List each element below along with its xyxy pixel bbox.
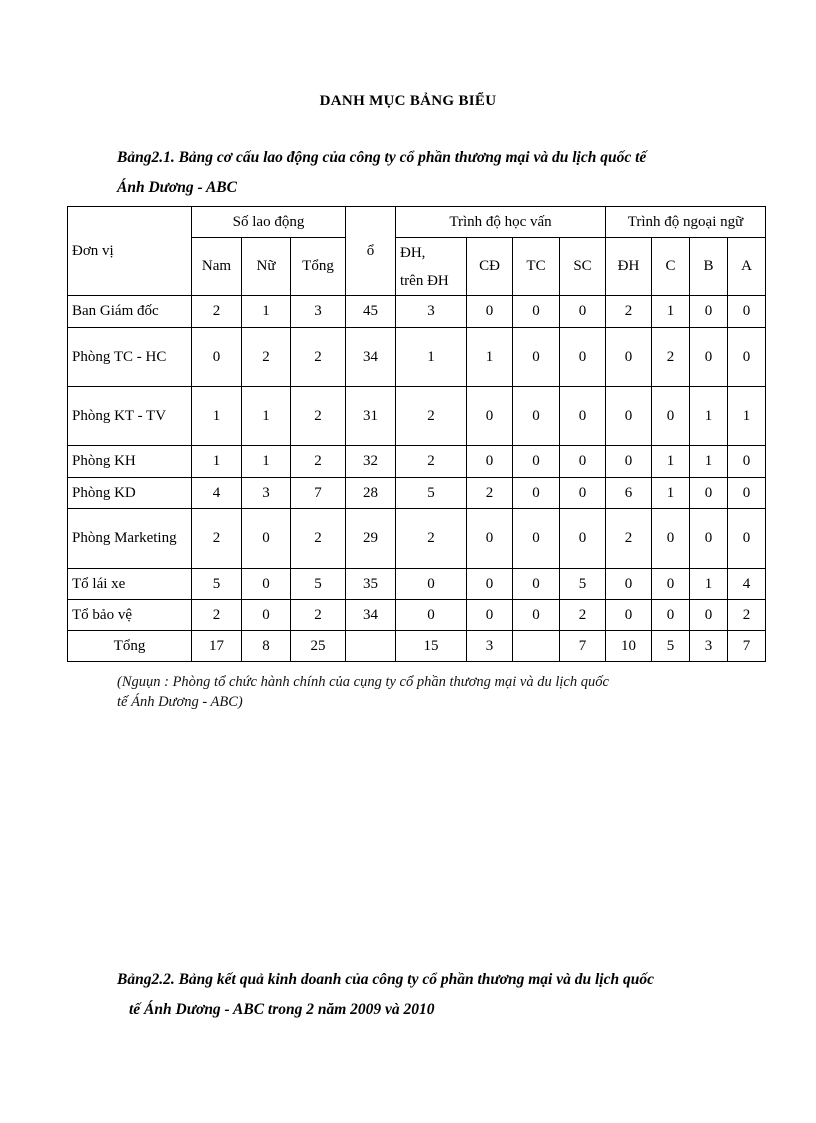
row-unit: Phòng Marketing (68, 509, 192, 569)
table1-caption (117, 143, 757, 203)
cell-value: 0 (513, 600, 560, 631)
cell-value: 2 (291, 446, 346, 478)
cell-value: 0 (513, 328, 560, 387)
cell-value: 45 (346, 296, 396, 328)
cell-value: 1 (396, 328, 467, 387)
table2-caption-line2: tế Ánh Dương - ABC trong 2 năm 2009 và 2010 (129, 1001, 435, 1018)
cell-value: 0 (396, 600, 467, 631)
cell-value: 1 (690, 569, 728, 600)
cell-value: 0 (728, 509, 766, 569)
cell-value: 5 (192, 569, 242, 600)
cell-value: 4 (192, 478, 242, 509)
table-header-row (68, 207, 766, 238)
row-unit: Phòng KT - TV (68, 387, 192, 446)
table1-caption-line1: Bảng2.1. Bảng cơ cấu lao động của công ty cổ phần thương mại và du lịch quốc tế (117, 149, 647, 166)
cell-value: 7 (291, 478, 346, 509)
cell-value: 2 (291, 328, 346, 387)
cell-value: 0 (652, 569, 690, 600)
cell-value: 2 (396, 387, 467, 446)
cell-value: 2 (652, 328, 690, 387)
cell-value: 0 (560, 509, 606, 569)
row-unit: Phòng TC - HC (68, 328, 192, 387)
cell-value: 0 (728, 328, 766, 387)
cell-value: 32 (346, 446, 396, 478)
total-cell-value: 25 (291, 631, 346, 662)
cell-value: 1 (192, 446, 242, 478)
header-lang-b: B (690, 238, 728, 296)
cell-value: 0 (606, 328, 652, 387)
header-language-group: Trình độ ngoại ngữ (606, 207, 766, 238)
cell-value: 1 (242, 387, 291, 446)
cell-value: 0 (513, 446, 560, 478)
cell-value: 0 (467, 509, 513, 569)
cell-value: 2 (606, 509, 652, 569)
cell-value: 0 (242, 509, 291, 569)
cell-value: 0 (560, 446, 606, 478)
table-row (68, 569, 766, 600)
table-row (68, 296, 766, 328)
total-cell-value: 10 (606, 631, 652, 662)
header-female: Nữ (242, 238, 291, 296)
cell-value: 2 (606, 296, 652, 328)
cell-value: 1 (652, 478, 690, 509)
header-edu-elementary: SC (560, 238, 606, 296)
cell-value: 1 (652, 296, 690, 328)
cell-value: 1 (690, 446, 728, 478)
cell-value: 0 (606, 569, 652, 600)
table1-source-note (117, 672, 737, 712)
cell-value: 1 (242, 296, 291, 328)
cell-value: 0 (690, 296, 728, 328)
cell-value: 1 (728, 387, 766, 446)
table2-caption (117, 965, 757, 1025)
cell-value: 0 (652, 509, 690, 569)
header-edu-intermediate: TC (513, 238, 560, 296)
cell-value: 0 (513, 569, 560, 600)
total-cell-value: 15 (396, 631, 467, 662)
cell-value: 6 (606, 478, 652, 509)
cell-value: 5 (291, 569, 346, 600)
cell-value: 2 (728, 600, 766, 631)
cell-value: 0 (728, 296, 766, 328)
cell-value: 5 (560, 569, 606, 600)
cell-value: 0 (690, 509, 728, 569)
labor-structure-table (67, 206, 766, 662)
source-line1: (Nguụn : Phòng tổ chức hành chính của cụng ty cổ phần thương mại và du lịch quốc (117, 674, 609, 690)
cell-value: 0 (606, 600, 652, 631)
cell-value: 2 (467, 478, 513, 509)
cell-value: 3 (291, 296, 346, 328)
cell-value: 35 (346, 569, 396, 600)
cell-value: 4 (728, 569, 766, 600)
row-unit: Tổ bảo vệ (68, 600, 192, 631)
total-cell-value: 5 (652, 631, 690, 662)
header-labor-group: Số lao động (192, 207, 346, 238)
cell-value: 31 (346, 387, 396, 446)
cell-value: 2 (192, 600, 242, 631)
cell-value: 0 (606, 446, 652, 478)
table1-caption-line2: Ánh Dương - ABC (117, 179, 237, 196)
total-row (68, 631, 766, 662)
cell-value: 29 (346, 509, 396, 569)
cell-value: 3 (396, 296, 467, 328)
table-row (68, 387, 766, 446)
total-cell-value: 3 (467, 631, 513, 662)
table2-caption-line1: Bảng2.2. Bảng kết quả kinh doanh của công ty cổ phần thương mại và du lịch quốc (117, 971, 654, 988)
row-unit: Tổ lái xe (68, 569, 192, 600)
cell-value: 0 (513, 387, 560, 446)
cell-value: 0 (560, 478, 606, 509)
cell-value: 0 (690, 478, 728, 509)
source-line2: tế Ánh Dương - ABC) (117, 694, 243, 710)
total-label: Tổng (68, 631, 192, 662)
page-title: DANH MỤC BẢNG BIỂU (319, 93, 497, 109)
cell-value: 1 (690, 387, 728, 446)
cell-value: 0 (467, 387, 513, 446)
cell-value: 2 (291, 509, 346, 569)
header-lang-c: C (652, 238, 690, 296)
total-cell-value: 7 (560, 631, 606, 662)
cell-value: 34 (346, 328, 396, 387)
header-male: Nam (192, 238, 242, 296)
cell-value: 2 (291, 387, 346, 446)
cell-value: 0 (467, 446, 513, 478)
row-unit: Phòng KH (68, 446, 192, 478)
total-cell-value (513, 631, 560, 662)
header-edu-university-line1: ĐH, (400, 244, 426, 261)
cell-value: 2 (560, 600, 606, 631)
cell-value: 1 (652, 446, 690, 478)
cell-value: 1 (192, 387, 242, 446)
header-lang-university: ĐH (606, 238, 652, 296)
cell-value: 0 (560, 296, 606, 328)
cell-value: 0 (242, 600, 291, 631)
total-cell-value: 7 (728, 631, 766, 662)
cell-value: 0 (560, 328, 606, 387)
header-edu-university (396, 238, 467, 296)
cell-value: 0 (728, 446, 766, 478)
cell-value: 0 (513, 296, 560, 328)
cell-value: 0 (728, 478, 766, 509)
cell-value: 2 (192, 509, 242, 569)
cell-value: 0 (690, 600, 728, 631)
table-row (68, 600, 766, 631)
cell-value: 0 (513, 509, 560, 569)
cell-value: 0 (652, 387, 690, 446)
table-row (68, 446, 766, 478)
header-edu-college: CĐ (467, 238, 513, 296)
total-cell-value: 3 (690, 631, 728, 662)
row-unit: Ban Giám đốc (68, 296, 192, 328)
cell-value: 2 (396, 509, 467, 569)
cell-value: 1 (467, 328, 513, 387)
header-total: Tổng (291, 238, 346, 296)
total-cell-value: 17 (192, 631, 242, 662)
cell-value: 3 (242, 478, 291, 509)
header-unit: Đơn vị (68, 207, 192, 296)
cell-value: 2 (396, 446, 467, 478)
cell-value: 2 (192, 296, 242, 328)
table-row (68, 509, 766, 569)
table-row (68, 328, 766, 387)
cell-value: 0 (467, 569, 513, 600)
header-edu-university-line2: trên ĐH (400, 272, 449, 289)
cell-value: 0 (513, 478, 560, 509)
cell-value: 0 (467, 600, 513, 631)
total-cell-value: 8 (242, 631, 291, 662)
cell-value: 0 (652, 600, 690, 631)
header-lang-a: A (728, 238, 766, 296)
row-unit: Phòng KD (68, 478, 192, 509)
cell-value: 2 (291, 600, 346, 631)
cell-value: 34 (346, 600, 396, 631)
cell-value: 28 (346, 478, 396, 509)
cell-value: 1 (242, 446, 291, 478)
cell-value: 0 (467, 296, 513, 328)
total-cell-value (346, 631, 396, 662)
cell-value: 0 (242, 569, 291, 600)
cell-value: 0 (192, 328, 242, 387)
header-education-group: Trình độ học vấn (396, 207, 606, 238)
cell-value: 0 (606, 387, 652, 446)
header-age: ổ (346, 207, 396, 296)
cell-value: 2 (242, 328, 291, 387)
cell-value: 0 (560, 387, 606, 446)
cell-value: 0 (396, 569, 467, 600)
cell-value: 5 (396, 478, 467, 509)
cell-value: 0 (690, 328, 728, 387)
table-row (68, 478, 766, 509)
